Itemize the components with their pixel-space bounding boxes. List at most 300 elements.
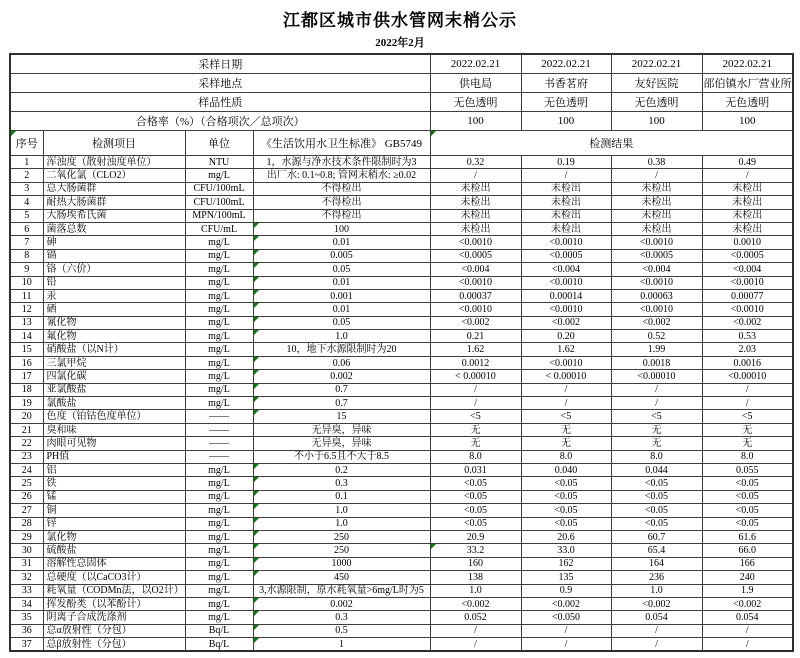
col-header-item-text: 检测项目 (92, 138, 136, 150)
row-value (430, 450, 521, 463)
row-value-text: <0.05 (644, 491, 669, 503)
row-value-text: <0.0010 (730, 303, 764, 315)
row-standard (253, 557, 430, 570)
row-value-text: <0.05 (554, 504, 578, 516)
row-item (43, 397, 185, 410)
row-value-text: / (474, 638, 477, 650)
row-value-text: 未检出 (641, 183, 672, 195)
row-no (10, 316, 43, 329)
row-value-text: <0.002 (551, 317, 581, 329)
row-value (430, 222, 521, 235)
row-value (521, 370, 611, 383)
col-header-no (10, 131, 43, 156)
row-value (702, 463, 793, 476)
row-value-text: 无 (742, 437, 753, 449)
row-value (521, 450, 611, 463)
row-value (702, 437, 793, 450)
row-item-text: PH值 (46, 451, 70, 463)
row-value (702, 450, 793, 463)
row-value-text: 0.00077 (731, 290, 764, 302)
info-value (430, 112, 521, 131)
row-item-text: 耗氧量（CODMn法，以O2计） (46, 585, 184, 597)
row-unit-text: —— (209, 411, 229, 423)
row-value (430, 330, 521, 343)
row-value-text: 0.21 (466, 330, 485, 342)
row-value-text: 20.9 (466, 531, 485, 543)
row-value-text: <0.004 (461, 263, 490, 275)
row-standard-text: 10，地下水源限制时为20 (286, 344, 397, 356)
row-standard (253, 638, 430, 652)
row-value-text: 0.0018 (642, 357, 671, 369)
row-value-text: 0.0012 (461, 357, 490, 369)
row-standard (253, 517, 430, 530)
row-value (702, 611, 793, 624)
info-row (10, 74, 793, 93)
comment-flag-icon (254, 303, 259, 308)
row-no-text: 5 (24, 210, 30, 222)
row-value (521, 557, 611, 570)
row-no-text: 15 (21, 344, 32, 356)
row-value (430, 169, 521, 182)
row-value (611, 504, 702, 517)
row-no (10, 196, 43, 209)
row-value-text: / (564, 625, 568, 637)
table-row (10, 169, 793, 182)
row-item-text: 亚氯酸盐 (46, 384, 87, 396)
row-value (521, 624, 611, 637)
row-unit (185, 383, 253, 396)
row-item-text: 浑浊度（散射浊度单位） (46, 156, 157, 168)
row-no (10, 356, 43, 369)
row-value (611, 196, 702, 209)
row-standard-text: 出厂水: 0.1~0.8; 管网末稍水: ≥0.02 (266, 170, 417, 182)
row-value (702, 370, 793, 383)
row-unit (185, 182, 253, 195)
row-value (521, 490, 611, 503)
row-unit-text: mg/L (208, 545, 230, 557)
row-value-text: 未检出 (551, 183, 581, 195)
row-no-text: 7 (24, 237, 30, 249)
info-value-text: 无色透明 (453, 97, 498, 109)
row-value-text: <0.0005 (730, 250, 764, 262)
row-value-text: 无 (742, 424, 753, 436)
row-standard-text: 0.1 (335, 491, 348, 503)
row-value (702, 330, 793, 343)
row-item-text: 硝酸盐（以N计） (46, 344, 124, 356)
row-no-text: 3 (24, 183, 30, 195)
row-no-text: 28 (21, 518, 32, 530)
row-value-text: <0.05 (644, 518, 669, 530)
row-value-text: 240 (739, 571, 755, 583)
row-standard-text: 450 (334, 571, 349, 583)
row-item (43, 638, 185, 652)
row-value-text: <0.05 (463, 491, 488, 503)
row-value (611, 544, 702, 557)
row-unit (185, 370, 253, 383)
table-row (10, 410, 793, 423)
row-standard-text: 0.06 (332, 357, 351, 369)
comment-flag-icon (254, 290, 259, 295)
row-unit (185, 477, 253, 490)
info-value (611, 74, 702, 93)
table-row (10, 370, 793, 383)
row-unit-text: Bq/L (208, 625, 230, 637)
row-value-text: 0.19 (557, 156, 575, 168)
row-standard-text: 1000 (331, 558, 352, 570)
info-value (611, 112, 702, 131)
row-value-text: <0.0010 (549, 277, 583, 289)
row-item-text: 总大肠菌群 (46, 183, 97, 195)
row-value-text: 0.9 (559, 585, 573, 597)
row-value (611, 330, 702, 343)
row-value (430, 437, 521, 450)
row-value-text: <0.00010 (637, 370, 676, 382)
row-value-text: 无 (470, 437, 481, 449)
row-value-text: <0.05 (463, 518, 488, 530)
row-value (611, 557, 702, 570)
row-unit-text: mg/L (208, 277, 230, 289)
row-item-text: 菌落总数 (46, 223, 87, 235)
row-value-text: <0.0010 (458, 237, 493, 249)
row-unit-text: mg/L (208, 303, 230, 315)
row-value (611, 638, 702, 652)
row-standard-text: 1.0 (335, 518, 348, 530)
row-value (521, 571, 611, 584)
row-standard (253, 222, 430, 235)
row-value (611, 423, 702, 436)
row-value (611, 611, 702, 624)
row-value (430, 463, 521, 476)
row-item-text: 二氧化氯（CLO2） (46, 170, 132, 182)
comment-flag-icon (254, 277, 259, 282)
row-value-text: 162 (558, 558, 574, 570)
row-value-text: / (564, 170, 568, 182)
row-item-text: 镉 (46, 250, 57, 262)
row-standard-text: 3,水源限制，原水耗氧量>6mg/L时为5 (259, 585, 424, 597)
row-no (10, 222, 43, 235)
row-value-text: < 0.00010 (545, 370, 587, 382)
row-value (611, 316, 702, 329)
comment-flag-icon (254, 598, 259, 603)
row-item (43, 611, 185, 624)
info-value-text: 供电局 (459, 78, 492, 90)
row-unit-text: mg/L (208, 237, 230, 249)
row-standard-text: 250 (334, 545, 349, 557)
row-unit-text: mg/L (208, 263, 230, 275)
row-unit (185, 316, 253, 329)
row-value-text: 无 (651, 424, 662, 436)
row-item-text: 总β放射性（分包） (46, 638, 132, 650)
row-value-text: <0.05 (644, 478, 669, 490)
row-value-text: <0.002 (461, 598, 490, 610)
table-row (10, 289, 793, 302)
row-no-text: 29 (21, 531, 32, 543)
row-standard-text: 无异臭，异味 (311, 437, 372, 449)
row-item-text: 锰 (46, 491, 57, 503)
row-no (10, 624, 43, 637)
row-item (43, 463, 185, 476)
row-no-text: 2 (24, 170, 30, 182)
row-item (43, 530, 185, 543)
row-no-text: 8 (24, 250, 30, 262)
table-row (10, 196, 793, 209)
row-standard (253, 169, 430, 182)
row-value (521, 397, 611, 410)
row-value-text: 无 (651, 437, 662, 449)
row-unit (185, 343, 253, 356)
row-no-text: 27 (21, 504, 32, 516)
row-value (430, 209, 521, 222)
table-row (10, 343, 793, 356)
row-value (521, 517, 611, 530)
row-value (430, 356, 521, 369)
info-value (430, 93, 521, 112)
row-no (10, 597, 43, 610)
row-value-text: 未检出 (732, 210, 763, 222)
table-row (10, 276, 793, 289)
row-value-text: <0.002 (733, 317, 762, 329)
row-value-text: 20.6 (557, 531, 575, 543)
row-standard (253, 343, 430, 356)
row-value (430, 263, 521, 276)
water-quality-table (9, 53, 794, 652)
row-value (430, 638, 521, 652)
row-no-text: 9 (24, 263, 30, 275)
report-month: 2022年2月 (375, 37, 425, 49)
row-item-text: 溶解性总固体 (46, 558, 107, 570)
table-row (10, 584, 793, 597)
row-value (521, 410, 611, 423)
row-value (702, 222, 793, 235)
row-value (521, 236, 611, 249)
row-value (702, 517, 793, 530)
row-value-text: 未检出 (460, 196, 491, 208)
row-value (430, 289, 521, 302)
row-unit (185, 289, 253, 302)
row-value-text: <0.002 (642, 317, 671, 329)
row-unit-text: mg/L (208, 598, 230, 610)
row-value (430, 370, 521, 383)
row-value-text: 8.0 (650, 451, 663, 463)
row-value-text: / (474, 170, 477, 182)
row-item-text: 三氯甲烷 (46, 357, 87, 369)
row-value-text: / (474, 397, 477, 409)
row-item (43, 316, 185, 329)
row-unit-text: —— (209, 424, 229, 436)
row-value-text: 66.0 (738, 545, 756, 557)
row-unit (185, 624, 253, 637)
row-value (702, 530, 793, 543)
row-unit (185, 156, 253, 169)
info-row (10, 112, 793, 131)
comment-flag-icon (254, 518, 259, 523)
row-value-text: 未检出 (641, 196, 672, 208)
row-no (10, 249, 43, 262)
table-row (10, 182, 793, 195)
row-value (430, 584, 521, 597)
row-value-text: / (655, 625, 658, 637)
row-unit-text: mg/L (208, 478, 230, 490)
row-unit (185, 504, 253, 517)
row-item-text: 挥发酚类（以苯酚计） (46, 598, 147, 610)
row-unit-text: mg/L (208, 370, 230, 382)
row-value (702, 236, 793, 249)
info-label (10, 54, 430, 74)
row-value-text: / (655, 638, 658, 650)
table-row (10, 624, 793, 637)
comment-flag-icon (254, 638, 259, 643)
row-value (521, 584, 611, 597)
row-item (43, 370, 185, 383)
row-unit (185, 517, 253, 530)
row-unit-text: CFU/mL (200, 223, 238, 235)
row-value-text: 未检出 (732, 223, 763, 235)
row-value (611, 209, 702, 222)
row-no (10, 169, 43, 182)
row-value (430, 423, 521, 436)
row-unit (185, 611, 253, 624)
row-value-text: <0.05 (735, 504, 759, 516)
row-value-text: / (745, 638, 749, 650)
row-item (43, 450, 185, 463)
row-standard (253, 450, 430, 463)
row-standard-text: 不得检出 (321, 196, 362, 208)
row-value (702, 196, 793, 209)
row-no-text: 16 (21, 357, 32, 369)
row-value-text: 无 (470, 424, 481, 436)
row-standard (253, 584, 430, 597)
row-item-text: 阴离子合成洗涤剂 (46, 611, 127, 623)
row-value (611, 156, 702, 169)
row-no-text: 30 (21, 545, 32, 557)
row-unit (185, 530, 253, 543)
row-value (611, 222, 702, 235)
table-row (10, 249, 793, 262)
row-no (10, 571, 43, 584)
row-value (702, 557, 793, 570)
info-value (521, 112, 611, 131)
info-label-text: 采样日期 (198, 59, 243, 71)
row-no (10, 611, 43, 624)
comment-flag-icon (254, 477, 259, 482)
table-row (10, 356, 793, 369)
row-no (10, 517, 43, 530)
row-value (611, 624, 702, 637)
row-item (43, 517, 185, 530)
comment-flag-icon (254, 571, 259, 576)
info-value (611, 93, 702, 112)
row-value-text: <0.0010 (639, 237, 674, 249)
row-standard-text: 0.7 (335, 397, 348, 409)
row-item (43, 584, 185, 597)
row-value (702, 316, 793, 329)
table-row (10, 571, 793, 584)
col-header-result-text: 检测结果 (589, 138, 634, 150)
row-value (521, 182, 611, 195)
info-value-text: 无色透明 (634, 97, 679, 109)
comment-flag-icon (254, 531, 259, 536)
row-unit-text: mg/L (208, 464, 230, 476)
row-value-text: 未检出 (460, 210, 491, 222)
row-unit (185, 236, 253, 249)
row-unit (185, 584, 253, 597)
row-value-text: <0.0010 (458, 303, 493, 315)
row-value-text: 未检出 (641, 223, 672, 235)
col-header-unit-text: 单位 (208, 138, 230, 150)
row-standard-text: 不得检出 (321, 210, 362, 222)
row-unit (185, 437, 253, 450)
row-value (521, 477, 611, 490)
row-unit (185, 276, 253, 289)
row-item (43, 209, 185, 222)
row-no (10, 504, 43, 517)
row-value (521, 423, 611, 436)
row-value-text: <5 (651, 411, 662, 423)
row-value-text: <0.004 (551, 263, 581, 275)
col-header-unit (185, 131, 253, 156)
row-no-text: 24 (21, 464, 32, 476)
row-item (43, 236, 185, 249)
row-value-text: 未检出 (641, 210, 672, 222)
row-item-text: 铜 (46, 504, 57, 516)
table-row (10, 490, 793, 503)
row-item (43, 156, 185, 169)
row-value (521, 156, 611, 169)
row-no-text: 18 (21, 384, 32, 396)
row-unit (185, 423, 253, 436)
row-item (43, 410, 185, 423)
row-unit (185, 597, 253, 610)
row-value (611, 289, 702, 302)
row-value (521, 530, 611, 543)
row-standard (253, 490, 430, 503)
row-value (430, 624, 521, 637)
row-value (611, 597, 702, 610)
row-value (702, 490, 793, 503)
row-unit-text: mg/L (208, 330, 230, 342)
row-value (611, 437, 702, 450)
row-value-text: 33.0 (557, 545, 575, 557)
row-standard (253, 316, 430, 329)
info-label-text: 样品性质 (198, 97, 243, 109)
row-unit-text: mg/L (208, 558, 230, 570)
row-standard-text: 1.0 (335, 330, 348, 342)
info-value-text: 2022.02.21 (541, 58, 591, 70)
row-value-text: 164 (649, 558, 664, 570)
comment-flag-icon (254, 330, 259, 335)
row-unit (185, 303, 253, 316)
row-value (702, 276, 793, 289)
row-item-text: 氟化物 (46, 330, 77, 342)
row-unit-text: CFU/100mL (193, 196, 245, 208)
row-no (10, 423, 43, 436)
row-item (43, 182, 185, 195)
info-value-text: 无色透明 (544, 97, 588, 109)
row-unit-text: mg/L (208, 611, 230, 623)
row-standard-text: 15 (336, 411, 347, 423)
row-standard-text: 0.002 (330, 370, 353, 382)
row-value (702, 571, 793, 584)
row-value-text: <0.050 (551, 611, 581, 623)
comment-flag-icon (11, 131, 16, 136)
row-no (10, 557, 43, 570)
row-value-text: 1.0 (650, 585, 663, 597)
row-value-text: <0.05 (463, 504, 488, 516)
row-standard (253, 209, 430, 222)
info-value (430, 54, 521, 74)
row-value (611, 276, 702, 289)
row-value-text: / (474, 625, 477, 637)
